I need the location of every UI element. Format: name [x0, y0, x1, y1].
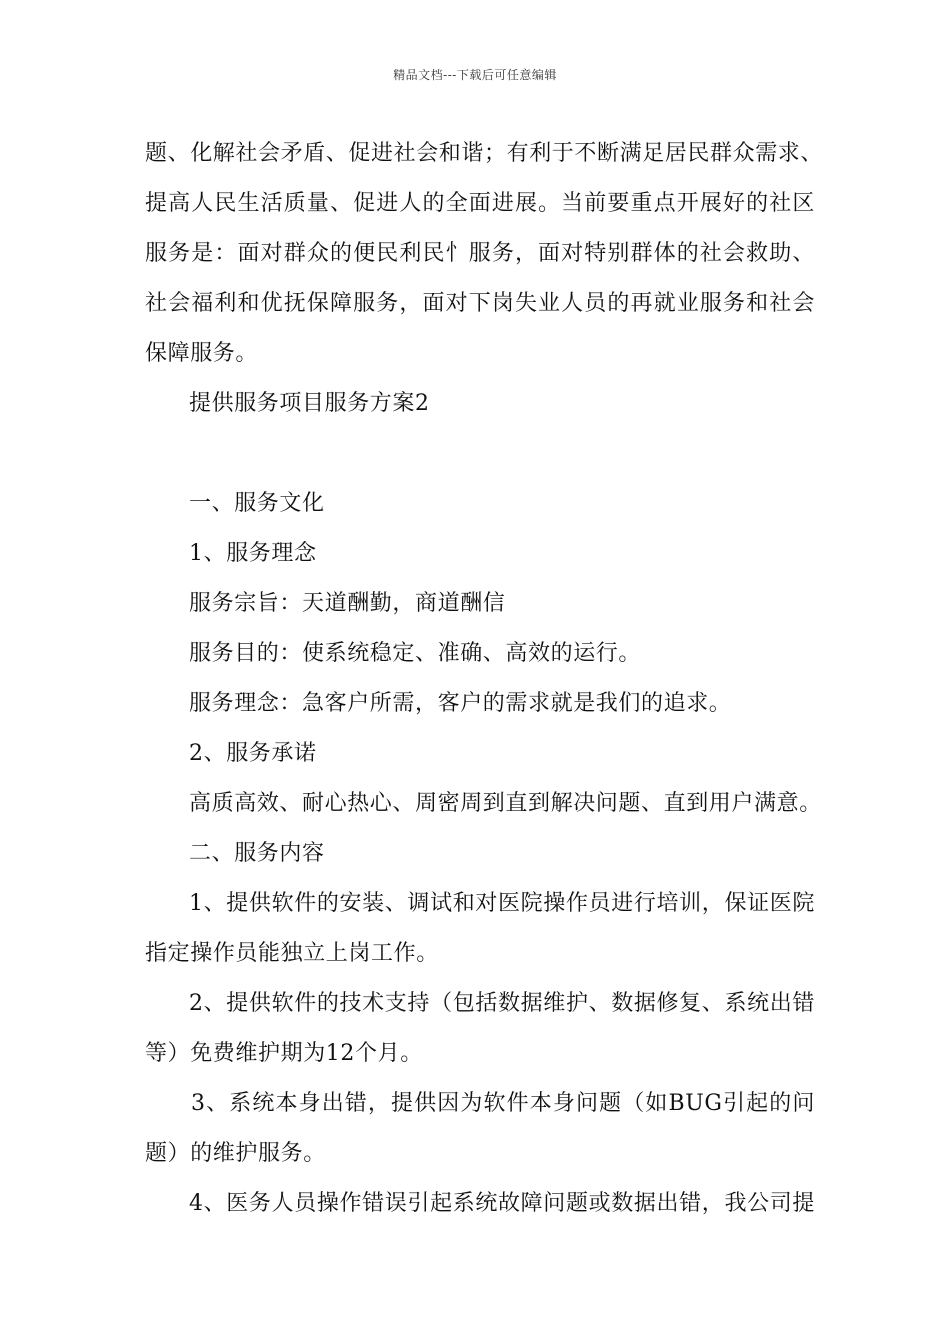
paragraph-line: 等）免费维护期为12个月。 [145, 1041, 423, 1066]
document-body [145, 129, 824, 1229]
paragraph-line: 3、系统本身出错，提供因为软件本身问题（如BUG引起的问 [191, 1091, 815, 1116]
subsection-heading: 2、服务承诺 [189, 741, 317, 766]
paragraph-line: 服务理念：急客户所需，客户的需求就是我们的追求。 [189, 691, 732, 716]
paragraph-line: 题、化解社会矛盾、促进社会和谐；有利于不断满足居民群众需求、 [145, 141, 824, 166]
paragraph-line: 指定操作员能独立上岗工作。 [145, 941, 439, 966]
section-heading: 二、服务内容 [189, 841, 325, 866]
paragraph-line: 题）的维护服务。 [145, 1141, 326, 1166]
section-title: 提供服务项目服务方案2 [189, 391, 430, 416]
paragraph-line: 1、提供软件的安装、调试和对医院操作员进行培训，保证医院 [189, 891, 815, 916]
page-header: 精品文档---下载后可任意编辑 [393, 68, 557, 82]
paragraph-line: 社会福利和优抚保障服务，面对下岗失业人员的再就业服务和社会 [145, 291, 815, 316]
paragraph-line: 服务目的：使系统稳定、准确、高效的运行。 [189, 641, 642, 666]
paragraph-line: 保障服务。 [145, 341, 259, 366]
paragraph-line: 提高人民生活质量、促进人的全面进展。当前要重点开展好的社区 [145, 191, 815, 216]
paragraph-line: 高质高效、耐心热心、周密周到直到解决问题、直到用户满意。 [189, 791, 822, 816]
paragraph-line: 2、提供软件的技术支持（包括数据维护、数据修复、系统出错 [189, 991, 815, 1016]
paragraph-line: 服务宗旨：天道酬勤，商道酬信 [189, 591, 506, 616]
section-heading: 一、服务文化 [189, 491, 325, 516]
subsection-heading: 1、服务理念 [189, 541, 317, 566]
paragraph-line: 服务是：面对群众的便民利民忄服务，面对特别群体的社会救助、 [145, 241, 815, 266]
paragraph-line: 4、医务人员操作错误引起系统故障问题或数据出错，我公司提 [189, 1191, 815, 1216]
blank-line [145, 429, 815, 479]
